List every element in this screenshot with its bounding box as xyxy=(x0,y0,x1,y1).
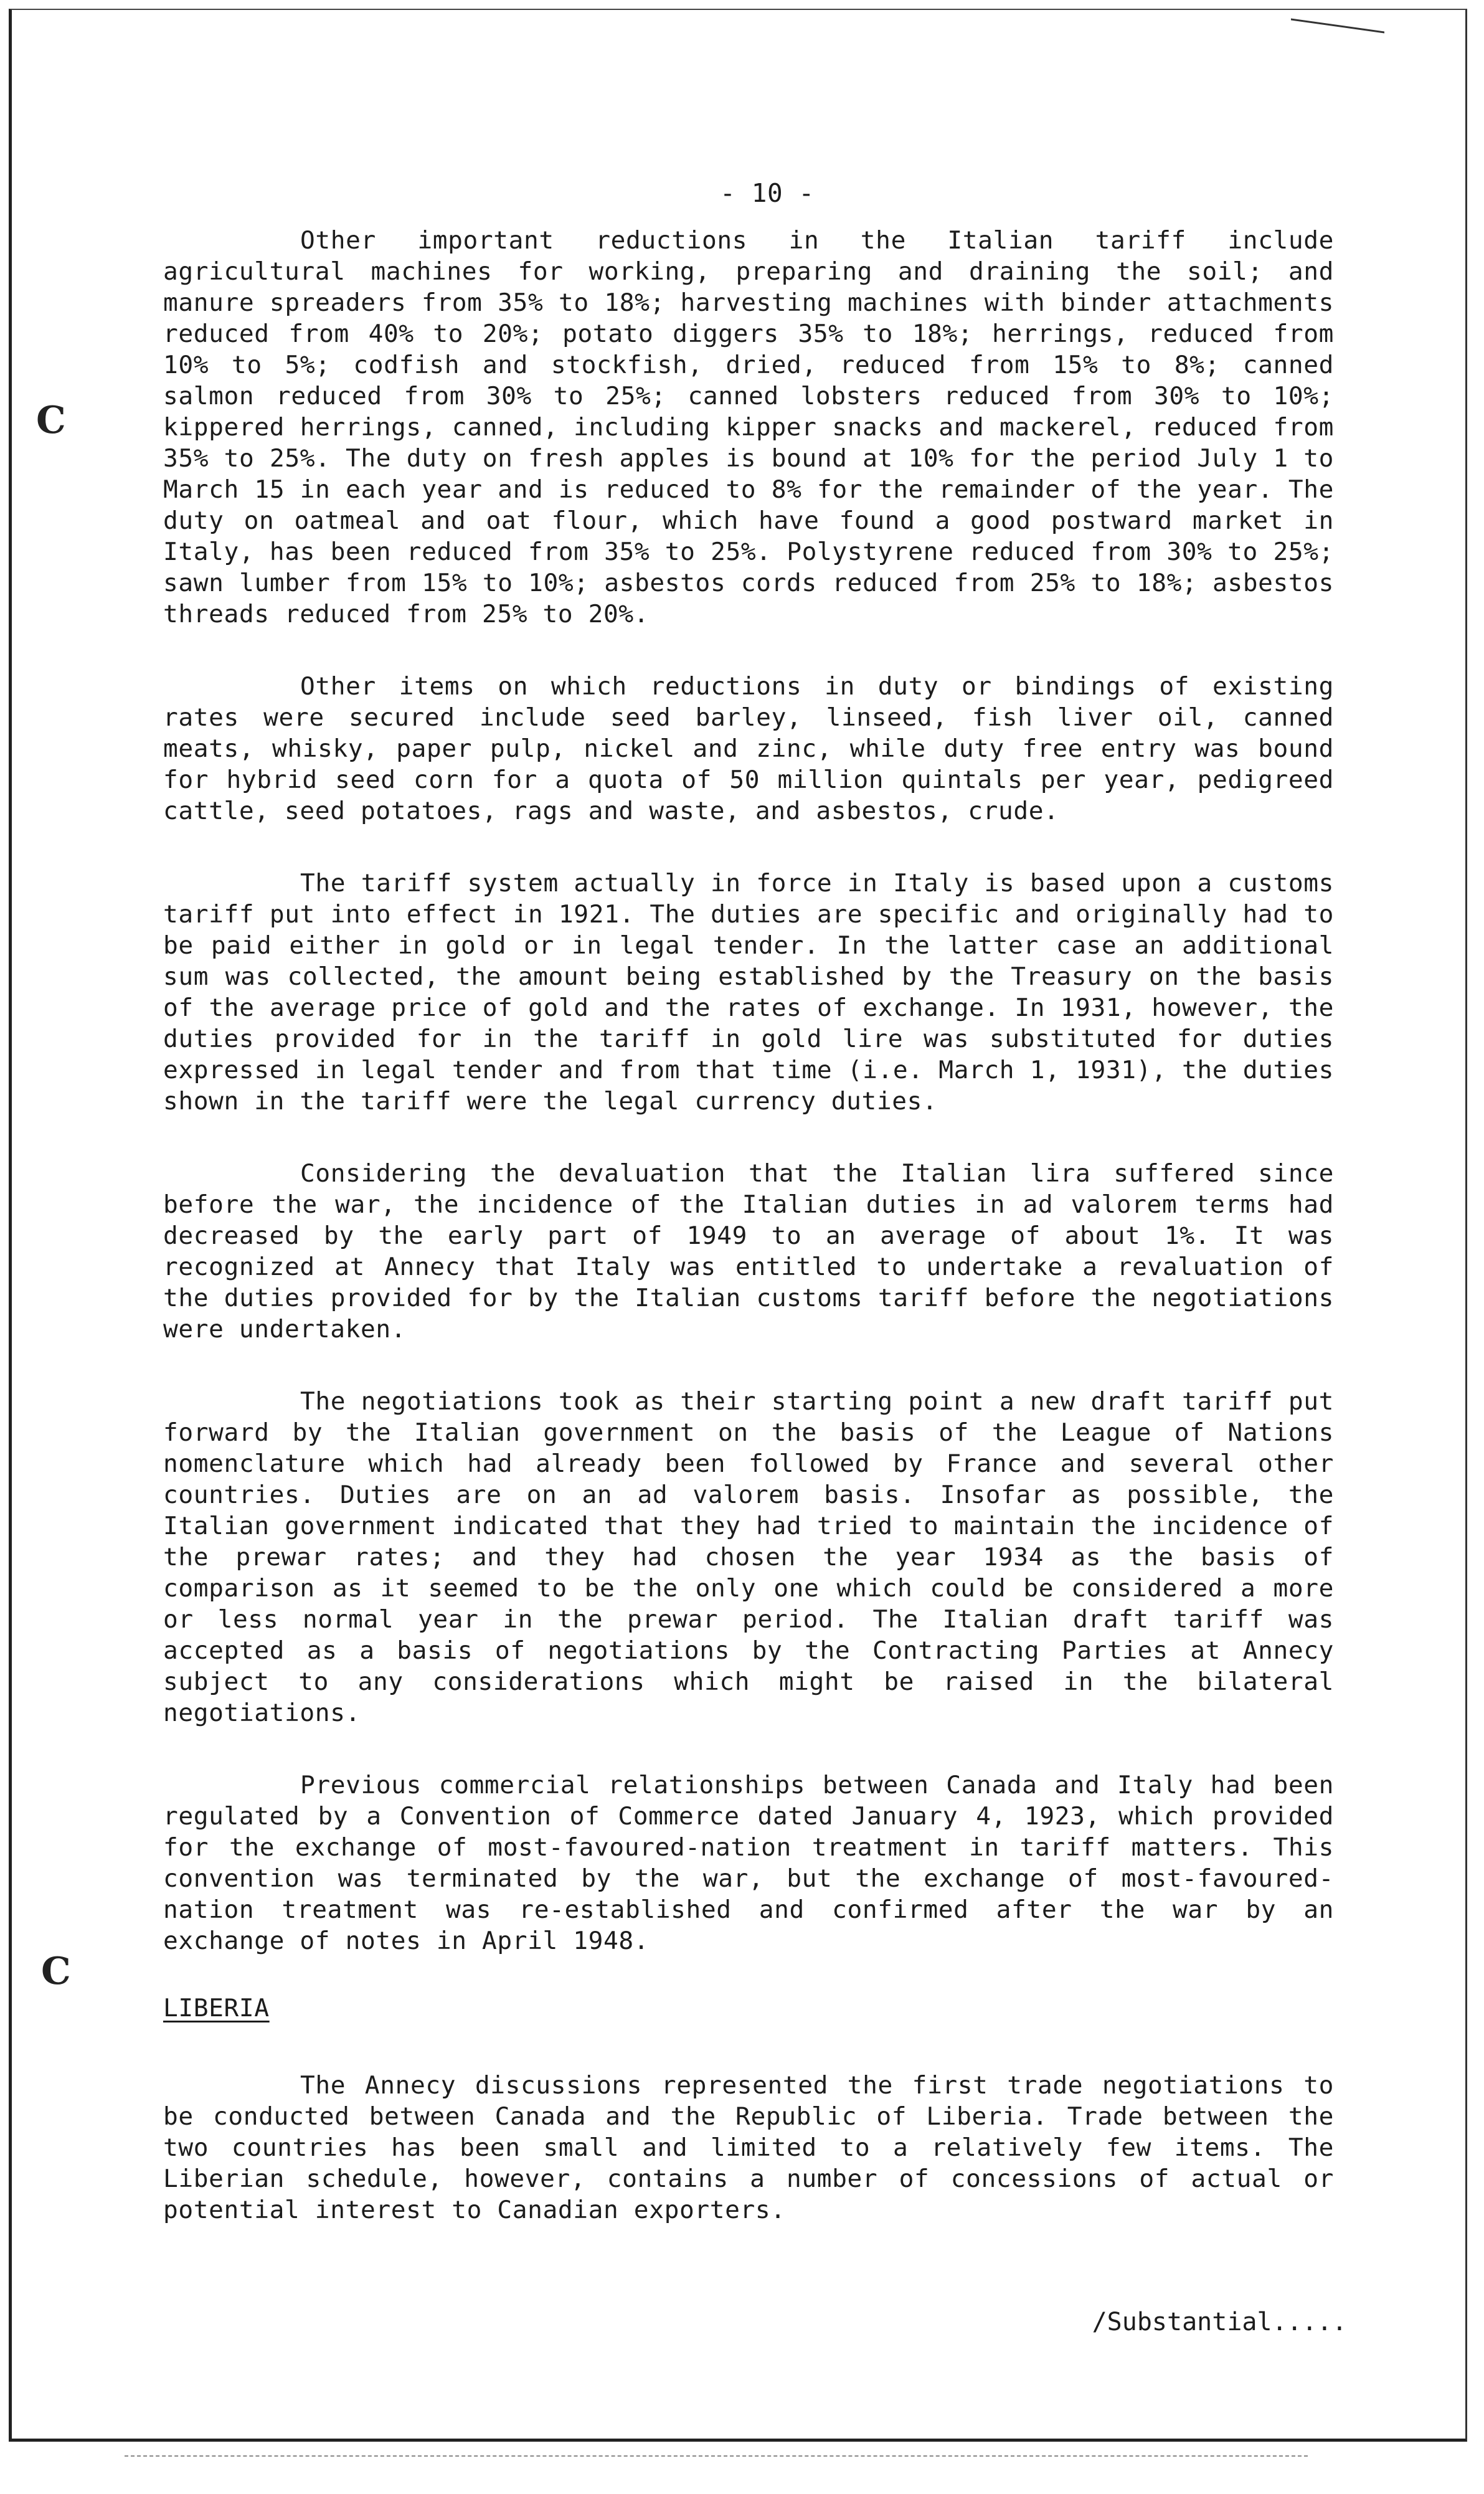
page-number: - 10 - xyxy=(720,178,815,208)
paragraph-other-items: Other items on which reductions in duty or bindings of existing rates were secured include seed barley, linseed, fish liver oil, canned meats, whisky, paper pulp, nickel and zinc, while duty free entry was bound for hybrid seed corn for a quota of 50 million quintals per year, pedigreed cattle, seed potatoes, rags and waste, and asbestos, crude. xyxy=(163,672,1334,825)
continuation-marker: /Substantial..... xyxy=(1092,2308,1347,2336)
section-heading-liberia: LIBERIA xyxy=(163,1994,270,2022)
paragraph-negotiations: The negotiations took as their starting point a new draft tariff put forward by the Italian government on the basis of the League of Nations nomenclature which had already been followed by France and several other countries. Duties are on an ad valorem basis. Insofar as possible, the Italian government indicated that they had tried to maintain the incidence of the prewar rates; and they had chosen the year 1934 as the basis of comparison as it seemed to be the only one which could be considered a more or less normal year in the prewar period. The Italian draft tariff was accepted as a basis of negotiations by the Contracting Parties at Annecy subject to any considerations which might be raised in the bilateral negotiations. xyxy=(163,1387,1334,1727)
paragraph-devaluation: Considering the devaluation that the Italian lira suffered since before the war, the incidence of the Italian duties in ad valorem terms had decreased by the early part of 1949 to an average of about 1%. It was recognized at Annecy that Italy was entitled to undertake a revaluation of the duties provided for by the Italian customs tariff before the negotiations were undertaken. xyxy=(163,1159,1334,1344)
paragraph-tariff-system: The tariff system actually in force in Italy is based upon a customs tariff put into effect in 1921. The duties are specific and originally had to be paid either in gold or in legal tender. In the latter case an additional sum was collected, the amount being established by the Treasury on the basis of the average price of gold and the rates of exchange. In 1931, however, the duties provided for in the tariff in gold lire was substituted for duties expressed in legal tender and from that time (i.e. March 1, 1931), the duties shown in the tariff were the legal currency duties. xyxy=(163,869,1334,1116)
margin-mark-bottom: C xyxy=(41,1950,71,1993)
document-body xyxy=(163,178,1334,2267)
paragraph-previous-relations: Previous commercial relationships between Canada and Italy had been regulated by a Convention of Commerce dated January 4, 1923, which provided for the exchange of most-favoured-nation treatment in tariff matters. This convention was terminated by the war, but the exchange of most-favoured-nation treatment was re-established and confirmed after the war by an exchange of notes in April 1948. xyxy=(163,1771,1334,1955)
bottom-scan-rule xyxy=(125,2455,1308,2457)
paragraph-liberia: The Annecy discussions represented the first trade negotiations to be conducted between Canada and the Republic of Liberia. Trade between the two countries has been small and limited to a relatively few items. The Liberian schedule, however, contains a number of concessions of actual or potential interest to Canadian exporters. xyxy=(163,2071,1334,2224)
paragraph-italian-reductions: Other important reductions in the Italian tariff include agricultural machines for working, preparing and draining the soil; and manure spreaders from 35% to 18%; harvesting machines with binder attachments reduced from 40% to 20%; potato diggers 35% to 18%; herrings, reduced from 10% to 5%; codfish and stockfish, dried, reduced from 15% to 8%; canned salmon reduced from 30% to 25%; canned lobsters reduced from 30% to 10%; kippered herrings, canned, including kipper snacks and mackerel, reduced from 35% to 25%. The duty on fresh apples is bound at 10% for the period July 1 to March 15 in each year and is reduced to 8% for the remainder of the year. The duty on oatmeal and oat flour, which have found a good postward market in Italy, has been reduced from 35% to 25%. Polystyrene reduced from 30% to 25%; sawn lumber from 15% to 10%; asbestos cords reduced from 25% to 18%; asbestos threads reduced from 25% to 20%. xyxy=(163,226,1334,628)
margin-mark-top: C xyxy=(36,399,66,442)
